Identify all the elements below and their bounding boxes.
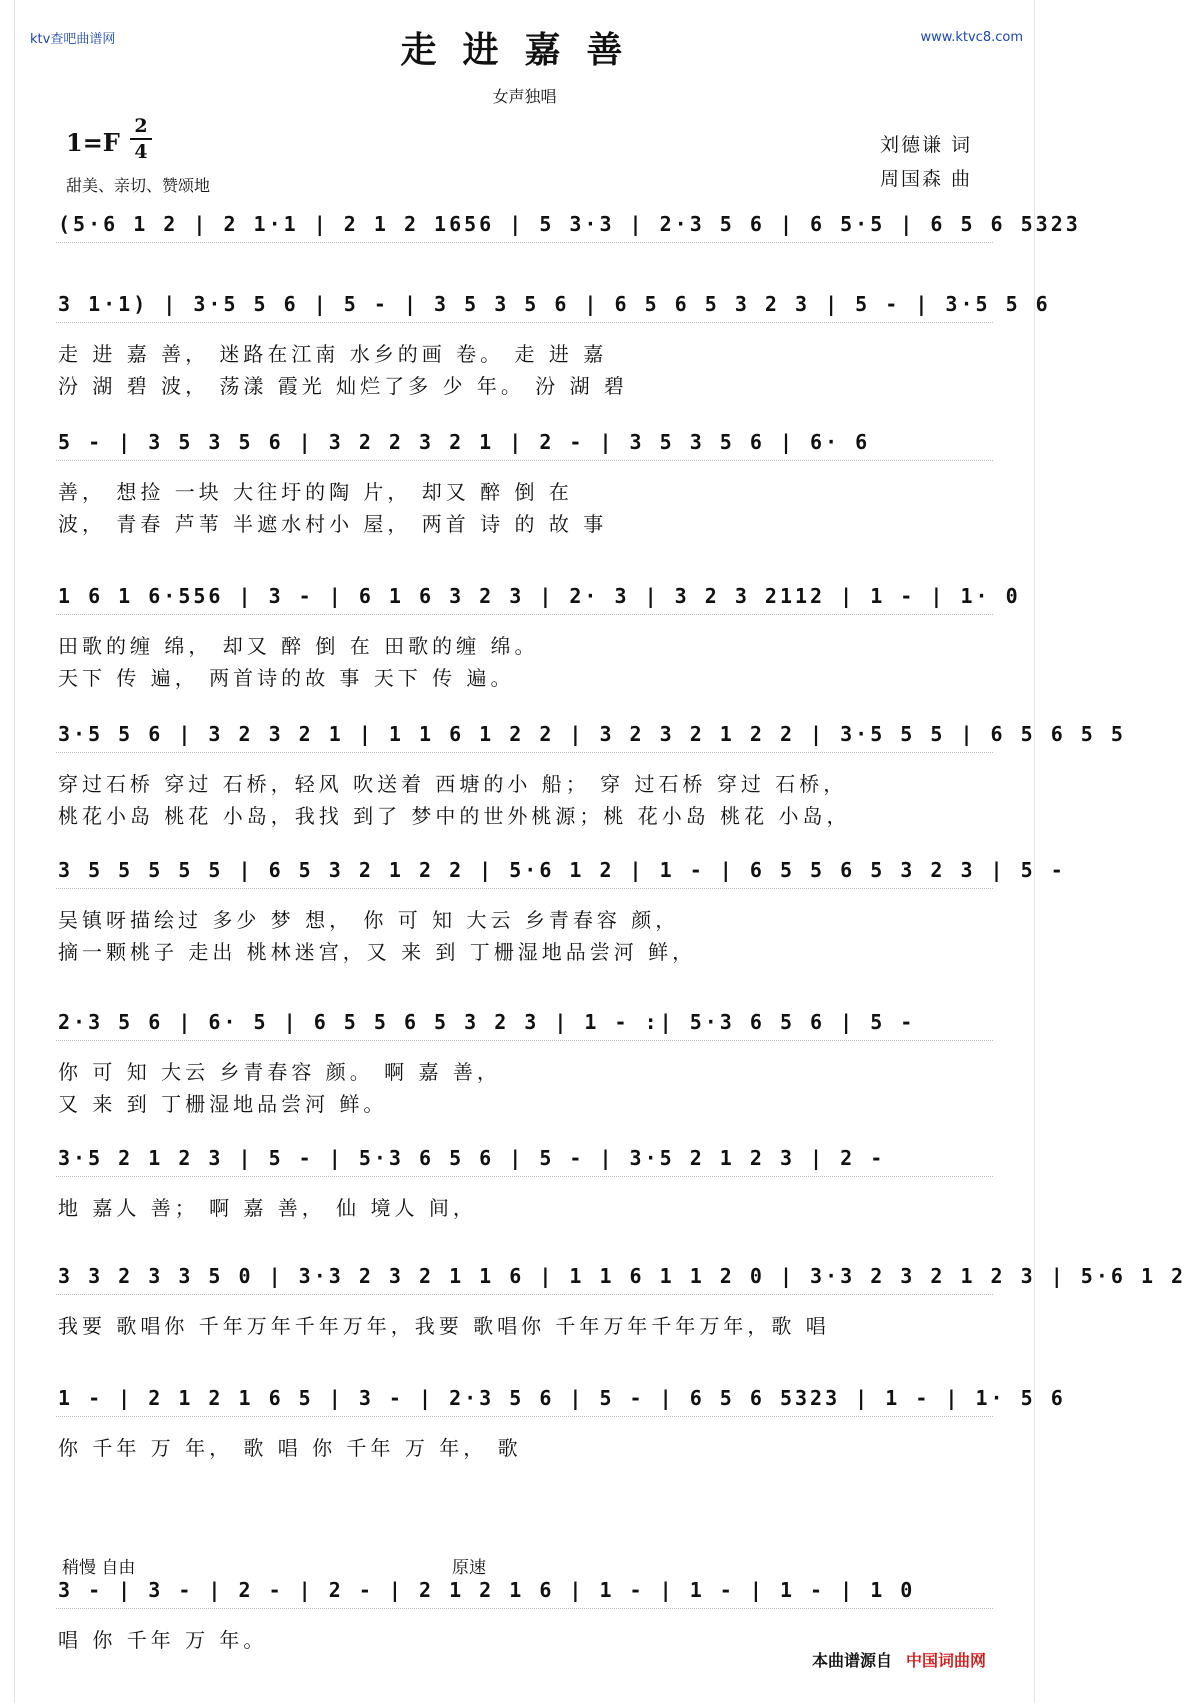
- song-title: 走进嘉善: [400, 29, 649, 71]
- notation-underline: [56, 752, 993, 753]
- lyrics-verse-1: 田歌的缠 绵， 却又 醉 倒 在 田歌的缠 绵。: [58, 634, 539, 658]
- time-signature: [130, 115, 152, 163]
- notation-underline: [56, 1040, 993, 1041]
- notation-underline: [56, 1608, 993, 1609]
- lyrics-verse-1: 吴镇呀描绘过 多少 梦 想， 你 可 知 大云 乡青春容 颜，: [58, 908, 680, 932]
- notation-line: 5 - | 3 5 3 5 6 | 3 2 2 3 2 1 | 2 - | 3 5 3 5 6 | 6· 6: [58, 430, 871, 454]
- site-name-left: ktv查吧曲谱网: [30, 32, 116, 47]
- notation-line: 3·5 2 1 2 3 | 5 - | 5·3 6 5 6 | 5 - | 3·5 2 1 2 3 | 2 -: [58, 1146, 886, 1170]
- notation-line: (5·6 1 2 | 2 1·1 | 2 1 2 1656 | 5 3·3 | 2·3 5 6 | 6 5·5 | 6 5 6 5323: [58, 212, 1081, 236]
- notation-underline: [56, 1294, 993, 1295]
- lyrics-verse-1: 唱 你 千年 万 年。: [58, 1628, 268, 1652]
- lyrics-verse-1: 走 进 嘉 善， 迷路在江南 水乡的画 卷。 走 进 嘉: [58, 342, 608, 366]
- footer-brand: 中国词曲网: [906, 1651, 987, 1670]
- lyricist-credit: 刘德谦 词: [880, 134, 973, 156]
- notation-underline: [56, 460, 993, 461]
- notation-underline: [56, 1416, 993, 1417]
- lyrics-verse-1: 你 可 知 大云 乡青春容 颜。 啊 嘉 善，: [58, 1060, 501, 1084]
- lyrics-verse-1: 穿过石桥 穿过 石桥，轻风 吹送着 西塘的小 船； 穿 过石桥 穿过 石桥，: [58, 772, 848, 796]
- tempo-slow-free: 稍慢 自由: [62, 1558, 136, 1578]
- notation-line: 1 - | 2 1 2 1 6 5 | 3 - | 2·3 5 6 | 5 - | 6 5 6 5323 | 1 - | 1· 5 6: [58, 1386, 1066, 1410]
- meter-bottom: 4: [134, 141, 148, 163]
- song-subtitle: 女声独唱: [492, 87, 557, 106]
- meter-top: 2: [134, 115, 148, 137]
- composer-credit: 周国森 曲: [880, 168, 973, 190]
- lyrics-verse-2: 天下 传 遍， 两首诗的故 事 天下 传 遍。: [58, 666, 515, 690]
- footer-source: [812, 1648, 986, 1671]
- lyrics-verse-2: 又 来 到 丁栅湿地品尝河 鲜。: [58, 1092, 388, 1116]
- notation-underline: [56, 888, 993, 889]
- notation-line: 3 1·1) | 3·5 5 6 | 5 - | 3 5 3 5 6 | 6 5 6 5 3 2 3 | 5 - | 3·5 5 6: [58, 292, 1051, 316]
- footer-source-label: 本曲谱源自: [812, 1651, 893, 1670]
- notation-line: 2·3 5 6 | 6· 5 | 6 5 5 6 5 3 2 3 | 1 - :| 5·3 6 5 6 | 5 -: [58, 1010, 916, 1034]
- tempo-resume: 原速: [452, 1558, 486, 1578]
- tempo-marking: 甜美、亲切、赞颂地: [66, 176, 211, 195]
- notation-line: 1 6 1 6·556 | 3 - | 6 1 6 3 2 3 | 2· 3 | 3 2 3 2112 | 1 - | 1· 0: [58, 584, 1021, 608]
- lyrics-verse-1: 地 嘉人 善； 啊 嘉 善， 仙 境人 间，: [58, 1196, 477, 1220]
- lyrics-verse-2: 波， 青春 芦苇 半遮水村小 屋， 两首 诗 的 故 事: [58, 512, 608, 536]
- notation-underline: [56, 322, 993, 323]
- key-signature: 1=F: [66, 128, 120, 157]
- lyrics-verse-2: 桃花小岛 桃花 小岛，我找 到了 梦中的世外桃源；桃 花小岛 桃花 小岛，: [58, 804, 851, 828]
- notation-underline: [56, 242, 993, 243]
- lyrics-verse-1: 我要 歌唱你 千年万年千年万年，我要 歌唱你 千年万年千年万年，歌 唱: [58, 1314, 830, 1338]
- lyrics-verse-2: 汾 湖 碧 波， 荡漾 霞光 灿烂了多 少 年。 汾 湖 碧: [58, 374, 628, 398]
- notation-underline: [56, 614, 993, 615]
- notation-line: 3·5 5 6 | 3 2 3 2 1 | 1 1 6 1 2 2 | 3 2 3 2 1 2 2 | 3·5 5 5 | 6 5 6 5 5: [58, 722, 1126, 746]
- left-watermark-strip: [0, 0, 15, 1703]
- meter-bar: [130, 138, 152, 140]
- lyrics-verse-2: 摘一颗桃子 走出 桃林迷宫，又 来 到 丁栅湿地品尝河 鲜，: [58, 940, 697, 964]
- lyrics-verse-1: 善， 想捡 一块 大往圩的陶 片， 却又 醉 倒 在: [58, 480, 573, 504]
- notation-underline: [56, 1176, 993, 1177]
- lyrics-verse-1: 你 千年 万 年， 歌 唱 你 千年 万 年， 歌: [58, 1436, 522, 1460]
- right-watermark-strip: [1034, 0, 1049, 1703]
- notation-line: 3 - | 3 - | 2 - | 2 - | 2 1 2 1 6 | 1 - | 1 - | 1 - | 1 0: [58, 1578, 916, 1602]
- notation-line: 3 3 2 3 3 5 0 | 3·3 2 3 2 1 1 6 | 1 1 6 1 1 2 0 | 3·3 2 3 2 1 2 3 | 5·6 1 2: [58, 1264, 1186, 1288]
- notation-line: 3 5 5 5 5 5 | 6 5 3 2 1 2 2 | 5·6 1 2 | 1 - | 6 5 5 6 5 3 2 3 | 5 -: [58, 858, 1066, 882]
- site-url-right: www.ktvc8.com: [920, 30, 1023, 45]
